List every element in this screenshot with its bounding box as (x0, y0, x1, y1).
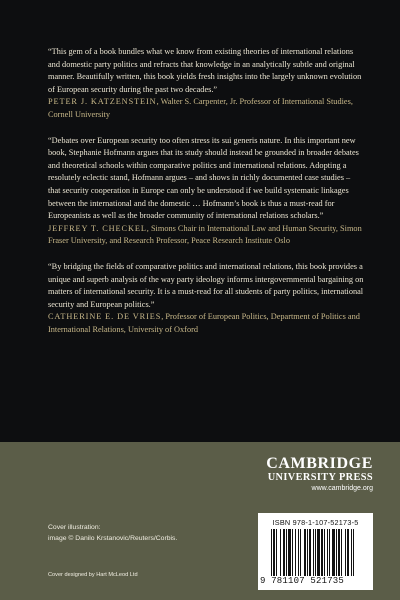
barcode-number: 9 781107 521735 (260, 576, 345, 586)
designer-credit: Cover designed by Hart McLeod Ltd (48, 572, 138, 578)
publisher-subtitle: UNIVERSITY PRESS (267, 472, 373, 483)
review-quote-3: “By bridging the fields of comparative politics and international relations, this book provides a unique and superb analysis of the way party ideology informs intergovernmental bargaining on matters of international security. It is a must-read for all students of party politics, international security and European politics.” (48, 261, 364, 309)
reviewer-name-3: CATHERINE E. DE VRIES (48, 312, 162, 322)
reviews-section (48, 46, 364, 336)
publisher-url: www.cambridge.org (311, 485, 373, 492)
barcode-icon (270, 529, 361, 576)
review-attribution-1 (48, 96, 364, 121)
review-attribution-2 (48, 223, 364, 248)
cover-illustration-label: Cover illustration: (48, 524, 101, 531)
publisher-name: CAMBRIDGE (266, 455, 373, 472)
reviewer-name-2: JEFFREY T. CHECKEL (48, 223, 147, 233)
reviewer-affiliation-1: , Walter S. Carpenter, Jr. Professor of International Studies, Cornell University (48, 97, 353, 119)
review-quote-1: “This gem of a book bundles what we know from existing theories of international relations and domestic party politics and refracts that knowledge in an analytically subtle and original manner. Beautifully written, this book yields fresh insights into the largely unknown evolution of European security during the past two decades.” (48, 47, 362, 94)
isbn-text: ISBN 978-1-107-52173-5 (272, 518, 359, 527)
publisher-logo (258, 455, 373, 494)
cover-illustration-source: image © Danilo Krstanovic/Reuters/Corbis. (48, 535, 178, 542)
barcode-block (258, 513, 373, 590)
reviewer-name-1: PETER J. KATZENSTEIN (48, 97, 157, 107)
reviewer-affiliation-3: , Professor of European Politics, Department of Politics and International Relations, University of Oxford (48, 312, 360, 334)
cover-illustration-credit (48, 522, 177, 544)
review-attribution-3 (48, 311, 364, 336)
review-quote-2: “Debates over European security too often stress its sui generis nature. In this important new book, Stephanie Hofmann argues that its study should instead be grounded in broader debates and theoretical schools within comparative politics and international relations. Adopting a resolutely eclectic stand, Hofmann argues – and shows in richly documented case studies – that security cooperation in Europe can only be understood if we build systematic linkages between the international and the domestic … Hofmann’s book is thus a must-read for Europeanists as well as the broader community of international relations scholars.” (48, 135, 359, 221)
reviewer-affiliation-2: , Simons Chair in International Law and Human Security, Simon Fraser University, and Research Professor, Peace Research Institute Oslo (48, 223, 362, 246)
